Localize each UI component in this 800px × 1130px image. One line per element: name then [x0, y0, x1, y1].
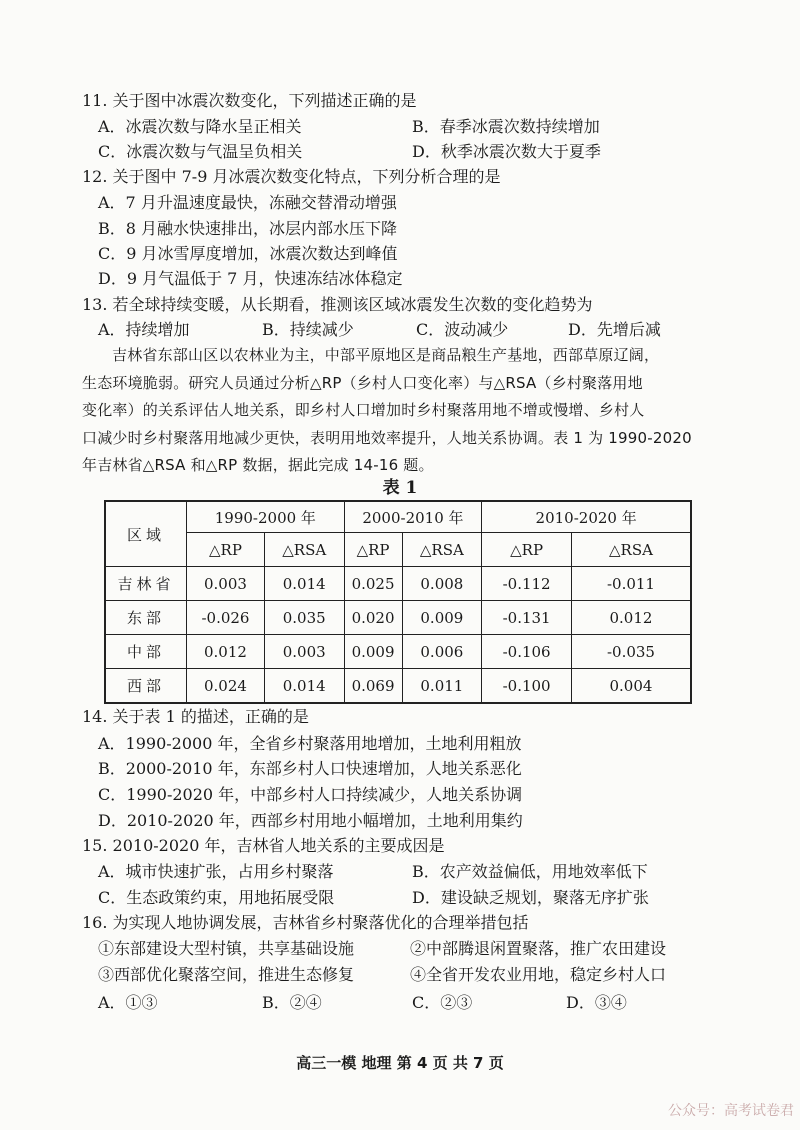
question-13-option-d: D．先增后减 [568, 320, 661, 339]
question-13-option-b: B．持续减少 [262, 320, 354, 339]
value-cell: -0.035 [571, 635, 691, 669]
subheader-cell: △RP [187, 533, 265, 567]
question-12-stem: 12. 关于图中 7-9 月冰震次数变化特点，下列分析合理的是 [82, 167, 501, 186]
question-12-option-d: D．9 月气温低于 7 月，快速冻结冰体稳定 [98, 269, 403, 288]
question-15-option-a: A．城市快速扩张，占用乡村聚落 [98, 862, 334, 881]
value-cell: 0.006 [402, 635, 482, 669]
value-cell: 0.011 [402, 669, 482, 704]
question-14-option-c: C．1990-2020 年，中部乡村人口持续减少，人地关系协调 [98, 785, 523, 804]
period-header: 1990-2000 年 [187, 501, 345, 533]
question-16-stem: 16. 为实现人地协调发展，吉林省乡村聚落优化的合理举措包括 [82, 913, 529, 932]
question-16-statement-1: ①东部建设大型村镇，共享基础设施 [98, 939, 355, 958]
subheader-cell: △RSA [402, 533, 482, 567]
value-cell: -0.131 [482, 601, 572, 635]
page-footer: 高三一模 地理 第 4 页 共 7 页 [296, 1054, 504, 1072]
value-cell: -0.026 [187, 601, 265, 635]
question-16-option-a: A．①③ [98, 993, 158, 1012]
question-12-option-b: B．8 月融水快速排出，冰层内部水压下降 [98, 219, 398, 238]
question-14-stem: 14. 关于表 1 的描述，正确的是 [82, 707, 309, 726]
region-header: 区域 [105, 501, 187, 567]
value-cell: 0.009 [344, 635, 402, 669]
question-15-option-b: B．农产效益偏低，用地效率低下 [412, 862, 648, 881]
question-12-option-a: A．7 月升温速度最快，冻融交替滑动增强 [98, 193, 397, 212]
table-row [105, 601, 691, 635]
subheader-cell: △RSA [264, 533, 344, 567]
value-cell: 0.004 [571, 669, 691, 704]
region-cell: 吉林省 [105, 567, 187, 601]
value-cell: 0.035 [264, 601, 344, 635]
table-row [105, 567, 691, 601]
value-cell: -0.100 [482, 669, 572, 704]
watermark: 公众号：高考试卷君 [668, 1103, 794, 1119]
question-11-option-b: B．春季冰震次数持续增加 [412, 117, 600, 136]
question-16-statement-3: ③西部优化聚落空间，推进生态修复 [98, 965, 355, 984]
table-caption: 表 1 [382, 478, 418, 498]
passage-line: 变化率）的关系评估人地关系，即乡村人口增加时乡村聚落用地不增或慢增、乡村人 [82, 401, 645, 419]
subheader-cell: △RP [344, 533, 402, 567]
value-cell: 0.009 [402, 601, 482, 635]
region-cell: 东部 [105, 601, 187, 635]
value-cell: 0.069 [344, 669, 402, 704]
question-14-option-a: A．1990-2000 年，全省乡村聚落用地增加，土地利用粗放 [98, 734, 522, 753]
value-cell: 0.020 [344, 601, 402, 635]
value-cell: 0.003 [264, 635, 344, 669]
question-11-option-d: D．秋季冰震次数大于夏季 [412, 142, 601, 161]
passage-line: 生态环境脆弱。研究人员通过分析△RP（乡村人口变化率）与△RSA（乡村聚落用地 [82, 373, 643, 392]
region-cell: 中部 [105, 635, 187, 669]
subheader-cell: △RSA [571, 533, 691, 567]
table-header-row [105, 501, 691, 533]
period-header: 2010-2020 年 [482, 501, 691, 533]
table-subheader-row [105, 533, 691, 567]
value-cell: 0.014 [264, 669, 344, 704]
passage-line: 年吉林省△RSA 和△RP 数据，据此完成 14-16 题。 [82, 456, 434, 474]
question-15-stem: 15. 2010-2020 年，吉林省人地关系的主要成因是 [82, 836, 445, 855]
value-cell: 0.012 [187, 635, 265, 669]
value-cell: 0.012 [571, 601, 691, 635]
question-16-statement-2: ②中部腾退闲置聚落，推广农田建设 [410, 939, 667, 958]
material-passage [82, 342, 722, 480]
data-table [104, 500, 692, 704]
question-15-option-d: D．建设缺乏规划，聚落无序扩张 [412, 888, 649, 907]
table-row [105, 669, 691, 704]
question-11-stem: 11. 关于图中冰震次数变化，下列描述正确的是 [82, 91, 417, 110]
value-cell: 0.008 [402, 567, 482, 601]
value-cell: 0.024 [187, 669, 265, 704]
question-11-option-c: C．冰震次数与气温呈负相关 [98, 142, 303, 161]
value-cell: -0.011 [571, 567, 691, 601]
question-16-option-c: C．②③ [412, 993, 473, 1012]
value-cell: 0.014 [264, 567, 344, 601]
question-15-option-c: C．生态政策约束，用地拓展受限 [98, 888, 335, 907]
question-16-option-b: B．②④ [262, 993, 322, 1012]
question-13-stem: 13. 若全球持续变暖，从长期看，推测该区域冰震发生次数的变化趋势为 [82, 295, 593, 314]
question-16-option-d: D．③④ [566, 993, 627, 1012]
question-13-option-a: A．持续增加 [98, 320, 190, 339]
question-11-option-a: A．冰震次数与降水呈正相关 [98, 117, 302, 136]
value-cell: -0.112 [482, 567, 572, 601]
value-cell: -0.106 [482, 635, 572, 669]
region-cell: 西部 [105, 669, 187, 704]
question-12-option-c: C．9 月冰雪厚度增加，冰震次数达到峰值 [98, 244, 398, 263]
table-row [105, 635, 691, 669]
value-cell: 0.003 [187, 567, 265, 601]
question-14-option-b: B．2000-2010 年，东部乡村人口快速增加，人地关系恶化 [98, 759, 522, 778]
passage-line: 吉林省东部山区以农林业为主，中部平原地区是商品粮生产基地，西部草原辽阔， [112, 346, 660, 364]
period-header: 2000-2010 年 [344, 501, 482, 533]
question-16-statement-4: ④全省开发农业用地，稳定乡村人口 [410, 965, 667, 984]
question-13-option-c: C．波动减少 [416, 320, 509, 339]
subheader-cell: △RP [482, 533, 572, 567]
value-cell: 0.025 [344, 567, 402, 601]
passage-line: 口减少时乡村聚落用地减少更快，表明用地效率提升，人地关系协调。表 1 为 1990-2020 [82, 428, 692, 447]
question-14-option-d: D．2010-2020 年，西部乡村用地小幅增加，土地利用集约 [98, 811, 523, 830]
